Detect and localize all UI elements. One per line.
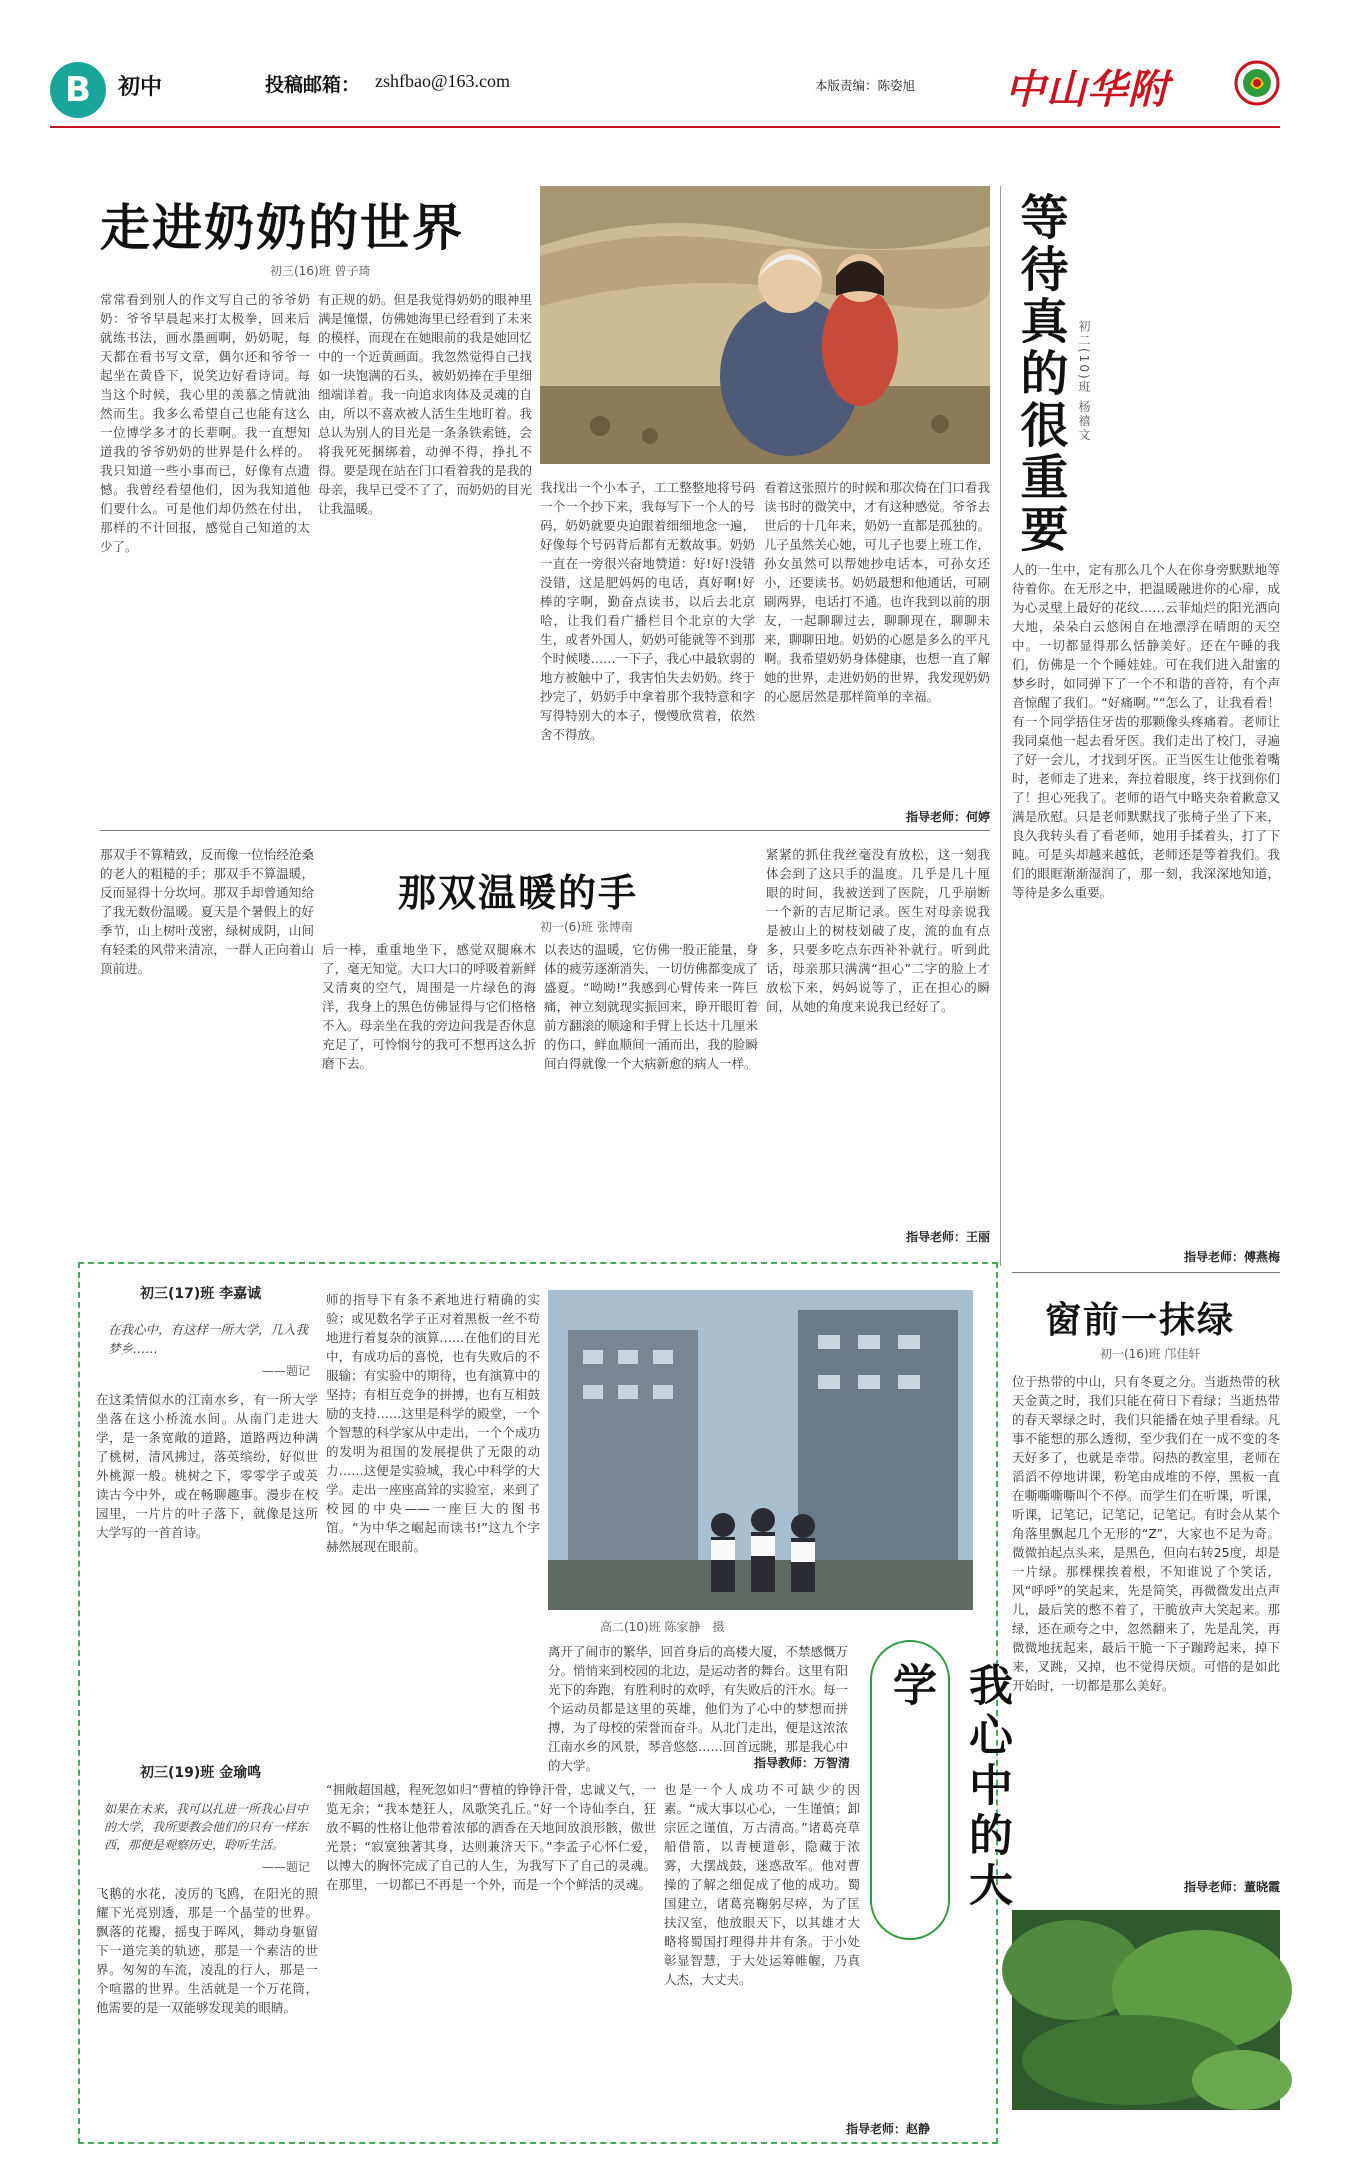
article2-text-top (1100, 186, 1280, 556)
article1-byline: 初三(16)班 曾子琦 (270, 264, 371, 278)
article3-col4: 紧紧的抓住我丝毫没有放松，这一刻我体会到了这只手的温度。几乎是几十厘眼的时间，我被送到了医院，几乎崩断一个新的吉尼斯记录。医生对母亲说我是被山上的树枝划破了皮，流的血有点多，只要多吃点东西补补就行。听到此话，母亲那只满满“担心”二字的脸上才放松下来，妈妈说等了，正在担心的瞬间，从她的角度来说我已经好了。 (766, 847, 990, 1014)
article4-text-left: 在这柔情似水的江南水乡，有一所大学坐落在这小桥流水间。从南门走进大学，是一条宽敞的道路，道路两边种满了桃树，清风拂过，落英缤纷，好似世外桃源一般。桃树之下，零零学子或英读古今中外，或在畅聊趣事。漫步在校园里，一片片的叶子落下，就像是这所大学写的一首首诗。 (96, 1392, 318, 1540)
article4-byline-bottom: 初三(19)班 金瑜鸣 (140, 1765, 262, 1781)
article4-side-title-text: 我心中的大学 (885, 1662, 1012, 1912)
article5-teacher: 指导老师：董晓霞 (1183, 1880, 1280, 1894)
article4-epigraph-sign: ——题记 (262, 1364, 311, 1378)
article1-photo (540, 186, 990, 464)
article5-top-rule (1012, 1272, 1280, 1273)
page-editor: 本版责编：陈姿旭 (815, 78, 916, 93)
brand-logo-text: 中山华附 (1005, 67, 1169, 113)
section-name: 初中 (118, 75, 163, 100)
article3-byline: 初一(6)班 张博南 (540, 920, 633, 934)
article4-photo-caption: 高二(10)班 陈家静 摄 (600, 1620, 725, 1634)
article5-title: 窗前一抹绿 (1045, 1300, 1236, 1341)
article4-epigraph: 在我心中，有这样一所大学，几入我梦乡…… (108, 1322, 309, 1356)
article3-col2: 后一棒，重重地坐下，感觉双腿麻木了，毫无知觉。大口大口的呼吸着新鲜又清爽的空气，周围是一片绿色的海洋，我身上的黑色仿佛显得与它们格格不入。母亲坐在我的旁边问我是否休息充足了，可怜悯兮的我可不想再这么折磨下去。 (322, 942, 536, 1071)
article1-col2: 有正规的奶。但是我觉得奶奶的眼神里满是憧憬，仿佛她海里已经看到了未来的模样，而现在在她眼前的我是她回忆中的一个近黄画面。我忽然觉得自己找如一块饱满的石头，被奶奶捧在手里细细端详着。我一向追求肉体及灵魂的自由，所以不喜欢被人活生生地盯着。我总认为别人的目光是一条条铁索链，会将我死死捆绑着，动弹不得，挣扎不得。要是现在站在门口看着我的是我的母亲，我早已受不了了，而奶奶的目光让我温暖。 (318, 292, 532, 516)
article4-epigraph2-sign: ——题记 (262, 1860, 311, 1874)
article4-epigraph2: 如果在未来，我可以扎进一所我心目中的大学，我所要教会他们的只有一样东西，那便是观察历史，聆听生活。 (104, 1802, 309, 1852)
article2-byline (1076, 320, 1093, 442)
article4-text-mid: 师的指导下有条不紊地进行精确的实验；或见数名学子正对着黑板一丝不苟地进行着复杂的演算……在他们的目光中，有成功后的喜悦，也有失败后的不服输；有实验中的期待，也有演算中的坚持；有相互竞争的拼搏，也有互相鼓励的支持……这里是科学的殿堂，一个个智慧的科学家从中走出，一个个成功的发明为祖国的发展提供了无限的动力……这便是实验城，我心中科学的大学。走出一座座高耸的实验室，来到了校园的中央——一座巨大的图书馆。“为中华之崛起而读书!”这九个字赫然展现在眼前。 (326, 1292, 540, 1554)
article5-photo (1012, 1910, 1280, 2110)
submit-label: 投稿邮箱： (265, 74, 361, 96)
article4-byline-top: 初三(17)班 李嘉诚 (140, 1286, 262, 1302)
header-rule (50, 126, 1280, 128)
article3-teacher: 指导老师：王丽 (905, 1230, 990, 1244)
article2-text: 人的一生中，定有那么几个人在你身旁默默地等待着你。在无形之中，把温暖融进你的心扉，成为心灵壁上最好的花纹……云菲灿烂的阳光洒向大地，朵朵白云悠闲自在地漂浮在晴朗的天空中。一切都显得那么恬静美好。还在午睡的我们，仿佛是一个个睡娃娃。可在我们进入甜蜜的梦乡时，如同弹下了一个不和谐的音符，有个声音惊醒了我们。“好痛啊。”“怎么了，让我看看！有一个同学捂住牙齿的那颗像头疼痛着。老师让我同桌他一起去看牙医。我们走出了校门，寻遍了好一会儿，才找到牙医。正当医生让他张着嘴时，老师走了进来，奔拉着眼度，终于找到你们了！担心死我了。老师的语气中略夹杂着歉意又满是欣慰。只是老师默默找了张椅子坐了下来，良久我转头看了看老师，她用手揉着头，打了下盹。可是头却越来越低，老师还是等着我们。我们的眼眶渐渐湿润了，那一刻，我深深地知道，等待是多么重要。 (1012, 562, 1280, 900)
column-divider (1000, 186, 1001, 1266)
article4-text-mid2: 离开了闹市的繁华，回首身后的高楼大厦，不禁感慨万分。悄悄来到校园的北边，是运动者的舞台。这里有阳光下的奔跑，有胜利时的欢呼，有失败后的汗水。每一个运动员都是这里的英雄，他们为了心中的梦想而拼搏，为了母校的荣誉而奋斗。从北门走出，便是这浓浓江南水乡的风景，琴音悠悠……回首远眺，那是我心中的大学。 (548, 1644, 849, 1773)
article4-teacher-bottom: 指导老师：赵静 (845, 2122, 930, 2136)
section-letter: B (65, 70, 91, 110)
article1-col3: 我找出一个小本子，工工整整地将号码一个一个抄下来，我每写下一个人的号码，奶奶就要央迫跟着细细地念一遍，好像每个号码背后都有无数故事。奶奶一直在一旁很兴奋地赞道：好!好!没错没错，这是肥妈妈的电话，真好啊!好棒的字啊，勤奋点读书，以后去北京哈，让我们看广播栏目个北京的大学生，或者外国人，奶奶可能就等不到那个时候喽……一下子，我心中最软弱的地方被触中了，我害怕失去奶奶。终于抄完了，奶奶手中拿着那个我特意和字写得特别大的本子，慢慢欣赏着，依然舍不得放。 (540, 480, 755, 742)
article3-title: 那双温暖的手 (398, 871, 639, 915)
article3-col3: 以表达的温暖，它仿佛一股正能量，身体的疲劳逐渐消失，一切仿佛都变成了盛夏。“呦呦!”我感到心臂传来一阵巨痛，神立刻就现实振回来，睁开眼盯着前方翻滚的顺途和手臂上长达十几厘米的伤口，鲜血顺间一涌而出，我的脸瞬间白得就像一个大病新愈的病人一样。 (544, 942, 758, 1071)
article4-text-bottom-mid: “拥敞超国越，程死忽如归”曹植的铮铮汗骨，忠诚义气，一览无余；“我本楚狂人，凤歌笑孔丘。”好一个诗仙李白，狂放不羁的性格让他带着浓郁的酒香在天地间放浪形骸，傲世光景；“寂寞独著其身，达则兼济天下。”李孟子心怀仁爱，以博大的胸怀完成了自己的人生，为我写下了自己的灵魂。在那里，一切都已不再是一个外，而是一个个鲜活的灵魂。 (326, 1782, 656, 1892)
section-badge (50, 62, 106, 118)
submit-email[interactable]: zshfbao@163.com (375, 71, 511, 91)
article1-col1: 常常看到别人的作文写自己的爷爷奶奶：爷爷早晨起来打太极拳，回来后就练书法，画水墨画啊，奶奶呢，每天都在看书写文章，偶尔还和爷爷一起坐在黄昏下，说笑边好看诗词。每当这个时候，我心里的羡慕之情就油然而生。我多么希望自己也能有这么一位博学多才的长辈啊。我一直想知道我的爷爷奶奶的世界是什么样的。我只知道一些小事而已，好像有点遗憾。我曾经看望他们，因为我知道他们要什么。可是他们却仍然在付出，那样的不计回报，感觉自己知道的太少了。 (100, 292, 310, 554)
article3-top-rule (100, 830, 990, 831)
article3-col1: 那双手不算精致，反而像一位怡经沧桑的老人的粗糙的手；那双手不算温暖，反而显得十分坎坷。那双手却曾通知给了我无数份温暖。夏天是个暑假上的好季节，山上树叶茂密，绿树成阴，山间有轻柔的风带来清凉，一群人正向着山顶前进。 (100, 847, 314, 976)
brand-emblem-icon (1234, 60, 1280, 106)
article4-teacher-mid: 指导教师：万智清 (753, 1756, 850, 1770)
article1-title: 走进奶奶的世界 (100, 199, 464, 257)
article1-col4: 看着这张照片的时候和那次倚在门口看我读书时的微笑中，才有这种感觉。爷爷去世后的十几年来，奶奶一直都是孤独的。儿子虽然关心她，可儿子也要上班工作，孙女虽然可以帮她抄电话本，可孙女还小，还要读书。奶奶最想和他通话，可刷刷两界，电话打不通。也许我到以前的朋友，一起聊聊过去，聊聊现在，聊聊未来，聊聊田地。奶奶的心愿是多么的平凡啊。我希望奶奶身体健康，也想一直了解她的世界，走进奶奶的世界，我发现奶奶的心愿居然是那样简单的幸福。 (764, 480, 990, 704)
article4-text-left2: 飞鹅的水花，凌厉的飞鸥，在阳光的照耀下光亮别透，那是一个晶莹的世界。飘落的花瓣，摇曳于晖风，舞动身躯留下一道完美的轨迹，那是一个素洁的世界。匆匆的车流，凌乱的行人，那是一个喧嚣的世界。生活就是一个万花筒，他需要的是一双能够发现美的眼睛。 (96, 1886, 318, 2015)
article4-text-bottom-right: 也是一个人成功不可缺少的因素。“成大事以心心，一生谨慎；卸宗匠之谨值，万古清高。”诸葛亮草船借箭，以青梗道彰，隐藏于浓雾，大摆战鼓，迷惑敌军。他对曹操的了解之细促成了他的成功。蜀国建立，诸葛亮鞠躬尽瘁，为了匡扶汉室，他放眼天下，以其雄才大略将蜀国打理得井井有条。于小处彰显智慧，于大处运筹帷幄，乃真人杰，大丈夫。 (664, 1782, 860, 1987)
article5-text: 位于热带的中山，只有冬夏之分。当逝热带的秋天金黄之时，我们只能在荷日下看绿；当逝热带的春天翠绿之时，我们只能播在烛子里看绿。凡事不能想的那么透彻，至少我们在一成不变的冬天好多了，也就是幸带。闷热的教室里，老师在滔滔不停地讲课，粉笔由成堆的不停，黑板一直在嘶嘶嘶嘶叫个不停。而学生们在听课，听课，听课，记笔记，记笔记，记笔记。有时会从某个角落里飘起几个无形的“Z”，大家也不足为奇。微微拍起点头来，是黑色，但向右转25度，却是一片绿。那棵棵挨着根，不知谁说了个笑话，风“呼呼”的笑起来，先是简笑，再微微发出点声儿，最后笑的憋不着了，干脆放声大笑起来。那绿，还在顽夸之中，忽然翻来了，先是乱笑，再微微地抚起来，最后干脆一下子蹦跨起来，掉下来，叉跳，又掉，也不觉得厌烦。可惜的是如此开始时，一切都是那么美好。 (1012, 1374, 1280, 1693)
article2-title-text: 等待真的很重要 (1012, 192, 1068, 556)
article2-byline-text: 初二(10)班 杨禧文 (1077, 320, 1091, 443)
article4-photo (548, 1290, 973, 1610)
article1-teacher: 指导老师：何婷 (905, 810, 990, 824)
article5-byline: 初一(16)班 邝佳轩 (1100, 1347, 1201, 1361)
article2-title (1012, 192, 1070, 556)
article4-side-title (870, 1640, 1012, 1940)
article2-teacher: 指导老师：傅燕梅 (1183, 1250, 1280, 1264)
